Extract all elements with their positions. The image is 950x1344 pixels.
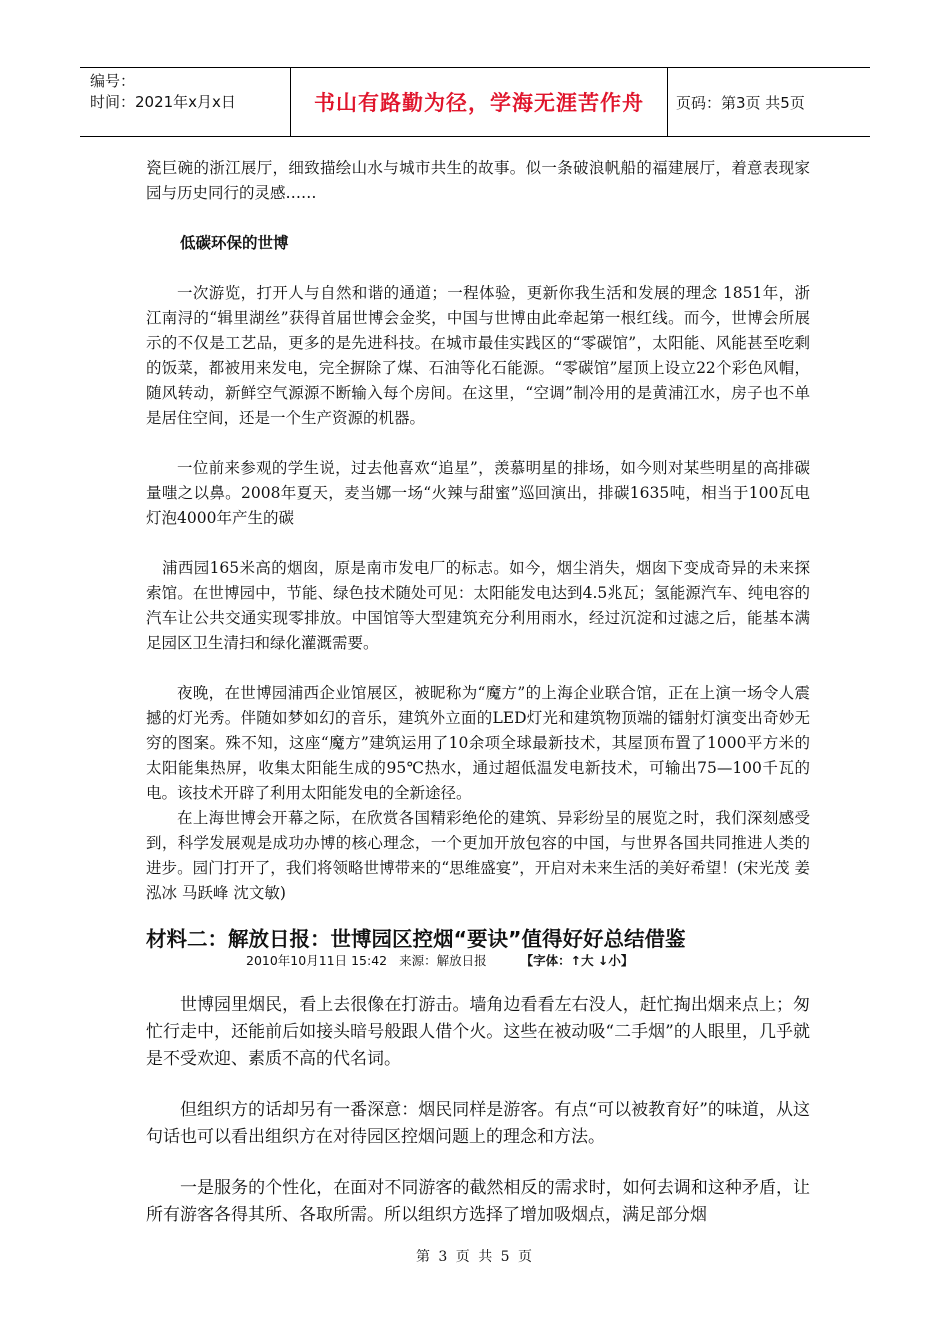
article-meta <box>246 951 641 969</box>
paragraph: 夜晚，在世博园浦西企业馆展区，被昵称为“魔方”的上海企业联合馆，正在上演一场令人震撼的灯光秀。伴随如梦如幻的音乐，建筑外立面的LED灯光和建筑物顶端的镭射灯演变出奇妙无穷的图案。殊不知，这座“魔方”建筑运用了10余项全球最新技术，其屋顶布置了1000平方米的太阳能集热屏，收集太阳能生成的95℃热水，通过超低温发电新技术，可输出75—100千瓦的电。该技术开辟了利用太阳能发电的全新途径。 <box>146 684 810 802</box>
header-motto: 书山有路勤为径，学海无涯苦作舟 <box>290 68 668 136</box>
time-label: 时间：2021年x月x日 <box>90 93 236 111</box>
paragraph: 一次游览，打开人与自然和谐的通道；一程体验，更新你我生活和发展的理念 1851年，浙江南浔的“辑里湖丝”获得首届世博会金奖，中国与世博由此牵起第一根红线。而今，世博会所展示的不仅是工艺品，更多的是先进科技。在城市最佳实践区的“零碳馆”，太阳能、风能甚至吃剩的饭菜，都被用来发电，完全摒除了煤、石油等化石能源。“零碳馆”屋顶上设立22个彩色风帽，随风转动，新鲜空气源源不断输入每个房间。在这里，“空调”制冷用的是黄浦江水，房子也不单是居住空间，还是一个生产资源的机器。 <box>146 284 810 427</box>
paragraph: 在上海世博会开幕之际，在欣赏各国精彩绝伦的建筑、异彩纷呈的展览之时，我们深刻感受到，科学发展观是成功办博的核心理念，一个更加开放包容的中国，与世界各国共同推进人类的进步。园门打开了，我们将领略世博带来的“思维盛宴”，开启对未来生活的美好希望！(宋光茂 姜泓冰 马跃峰 沈文敏) <box>146 809 810 902</box>
intro-paragraph: 瓷巨碗的浙江展厅，细致描绘山水与城市共生的故事。似一条破浪帆船的福建展厅，着意表现家园与历史同行的灵感…… <box>146 159 810 202</box>
font-size-control[interactable]: 【字体：↑大 ↓小】 <box>520 953 634 968</box>
header-page-label: 页码：第3页 共5页 <box>676 93 805 112</box>
page-footer: 第 3 页 共 5 页 <box>415 1249 535 1265</box>
paragraph: 世博园里烟民，看上去很像在打游击。墙角边看看左右没人，赶忙掏出烟来点上；匆忙行走中，还能前后如接头暗号般跟人借个火。这些在被动吸“二手烟”的人眼里，几乎就是不受欢迎、素质不高的代名词。 <box>146 995 810 1069</box>
paragraph: 但组织方的话却另有一番深意：烟民同样是游客。有点“可以被教育好”的味道，从这句话也可以看出组织方在对待园区控烟问题上的理念和方法。 <box>146 1100 810 1147</box>
paragraph: 浦西园165米高的烟囱，原是南市发电厂的标志。如今，烟尘消失，烟囱下变成奇异的未来探索馆。在世博园中，节能、绿色技术随处可见：太阳能发电达到4.5兆瓦；氢能源汽车、纯电容的汽车让公共交通实现零排放。中国馆等大型建筑充分利用雨水，经过沉淀和过滤之后，能基本满足园区卫生清扫和绿化灌溉需要。 <box>146 559 810 652</box>
number-label: 编号： <box>90 72 136 90</box>
paragraph: 一位前来参观的学生说，过去他喜欢“追星”，羡慕明星的排场，如今则对某些明星的高排碳量嗤之以鼻。2008年夏天，麦当娜一场“火辣与甜蜜”巡回演出，排碳1635吨，相当于100瓦电灯泡4000年产生的碳 <box>146 459 810 527</box>
subheading-low-carbon: 低碳环保的世博 <box>180 234 289 252</box>
article-source: 来源：解放日报 <box>399 953 487 968</box>
page-header <box>80 67 870 137</box>
header-info <box>80 68 290 136</box>
paragraph: 一是服务的个性化，在面对不同游客的截然相反的需求时，如何去调和这种矛盾，让所有游客各得其所、各取所需。所以组织方选择了增加吸烟点，满足部分烟 <box>146 1178 810 1225</box>
section2-body <box>146 992 810 1229</box>
section1-body <box>146 156 810 906</box>
material-two-title: 材料二：解放日报：世博园区控烟“要诀”值得好好总结借鉴 <box>146 927 686 951</box>
article-date: 2010年10月11日 15:42 <box>246 953 388 968</box>
